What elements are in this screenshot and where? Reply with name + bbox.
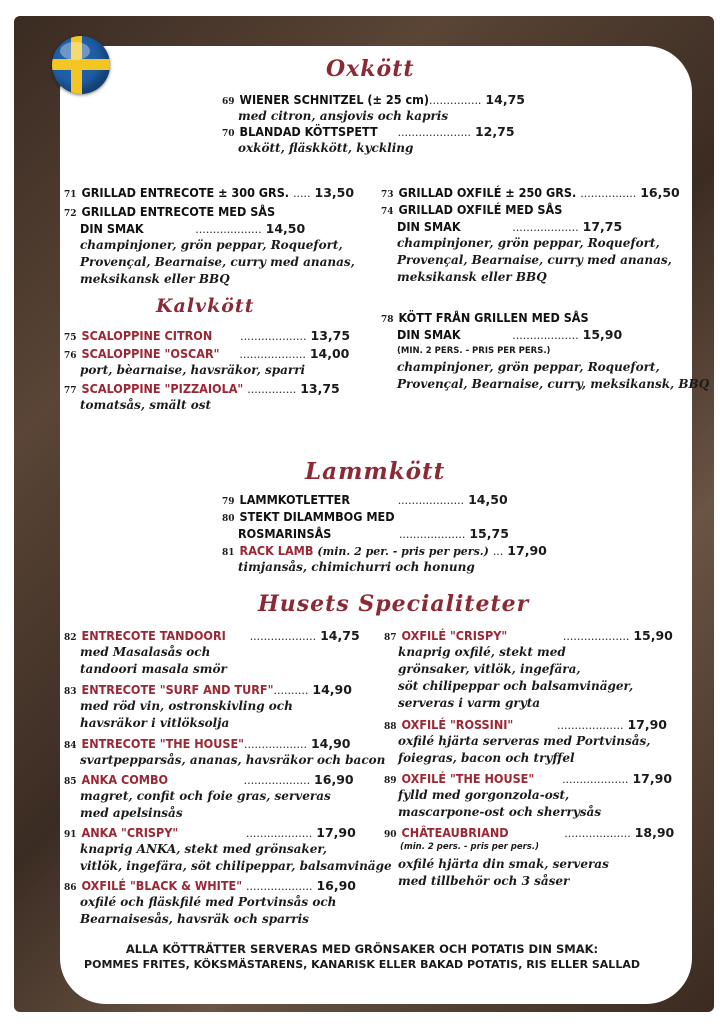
menu-item-82-desc-1: med Masalasås och: [80, 645, 211, 659]
menu-item-84-desc: svartpepparsås, ananas, havsräkor och bacon: [80, 753, 386, 767]
menu-item-82: 82 ENTRECOTE TANDOORI ................... 14,75: [64, 628, 360, 643]
menu-item-78: 78 KÖTT FRÅN GRILLEN MED SÅS: [381, 310, 589, 325]
menu-item-72-line2: DIN SMAK ................... 14,50: [80, 221, 306, 236]
menu-item-90-desc-2: med tillbehör och 3 såser: [398, 874, 570, 888]
menu-item-80-line2: ROSMARINSÅS ................... 15,75: [238, 526, 509, 541]
menu-item-69: 69 WIENER SCHNITZEL (± 25 cm)............... 14,75: [222, 92, 525, 107]
menu-item-76-desc: port, bèarnaise, havsräkor, sparri: [80, 363, 306, 377]
menu-item-74-desc-2: Provençal, Bearnaise, curry med ananas,: [397, 253, 672, 267]
menu-item-79: 79 LAMMKOTLETTER ................... 14,50: [222, 492, 508, 507]
menu-item-87: 87 OXFILÉ "CRISPY" ................... 15,90: [384, 628, 673, 643]
menu-item-72-desc-2: Provençal, Bearnaise, curry med ananas,: [80, 255, 355, 269]
menu-item-83-desc-1: med röd vin, ostronskivling och: [80, 699, 293, 713]
menu-item-83: 83 ENTRECOTE "SURF AND TURF".......... 14,90: [64, 682, 352, 697]
menu-item-90: 90 CHÂTEAUBRIAND ................... 18,90: [384, 825, 675, 840]
menu-item-89: 89 OXFILÉ "THE HOUSE" ................... 17,90: [384, 771, 673, 786]
menu-item-77: 77 SCALOPPINE "PIZZAIOLA" .............. 13,75: [64, 381, 340, 396]
menu-item-76: 76 SCALOPPINE "OSCAR" ................... 14,00: [64, 346, 350, 361]
menu-item-81: 81 RACK LAMB (min. 2 per. - pris per pers.) ... 17,90: [222, 543, 547, 558]
section-heading-lammkott: Lammkött: [305, 458, 446, 485]
footer-line-2: POMMES FRITES, KÖKSMÄSTARENS, KANARISK ELLER BAKAD POTATIS, RIS ELLER SALLAD: [84, 958, 640, 971]
menu-item-74-desc-3: meksikansk eller BBQ: [397, 270, 547, 284]
menu-item-70: 70 BLANDAD KÖTTSPETT ..................... 12,75: [222, 124, 515, 139]
menu-item-86-desc-2: Bearnaisesås, havsräk och sparris: [80, 912, 309, 926]
menu-item-72: 72 GRILLAD ENTRECOTE MED SÅS: [64, 204, 276, 219]
menu-item-74: 74 GRILLAD OXFILÉ MED SÅS: [381, 202, 563, 217]
menu-item-74-desc-1: champinjoner, grön peppar, Roquefort,: [397, 236, 660, 250]
menu-item-82-desc-2: tandoori masala smör: [80, 662, 227, 676]
menu-item-85: 85 ANKA COMBO ................... 16,90: [64, 772, 354, 787]
menu-item-78-desc-1: champinjoner, grön peppar, Roquefort,: [397, 360, 660, 374]
section-heading-kalvkott: Kalvkött: [156, 295, 255, 317]
menu-item-87-desc-4: serveras i varm gryta: [398, 696, 541, 710]
menu-item-69-desc: med citron, ansjovis och kapris: [238, 109, 449, 123]
menu-item-72-desc-3: meksikansk eller BBQ: [80, 272, 230, 286]
section-heading-oxkott: Oxkött: [326, 56, 415, 82]
menu-item-91: 91 ANKA "CRISPY" ................... 17,90: [64, 825, 356, 840]
menu-item-89-desc-2: mascarpone-ost och sherrysås: [398, 805, 602, 819]
menu-item-85-desc-2: med apelsinsås: [80, 806, 183, 820]
swedish-flag-icon: [52, 36, 110, 94]
menu-item-87-desc-1: knaprig oxfilé, stekt med: [398, 645, 566, 659]
menu-item-73: 73 GRILLAD OXFILÉ ± 250 GRS. ................ 16,50: [381, 185, 680, 200]
section-heading-husets: Husets Specialiteter: [258, 591, 530, 617]
menu-item-70-desc: oxkött, fläskkött, kyckling: [238, 141, 414, 155]
menu-item-75: 75 SCALOPPINE CITRON ................... 13,75: [64, 328, 351, 343]
menu-item-86-desc-1: oxfilé och fläskfilé med Portvinsås och: [80, 895, 337, 909]
menu-item-89-desc-1: fylld med gorgonzola-ost,: [398, 788, 570, 802]
menu-item-90-note: (min. 2 pers. - pris per pers.): [400, 842, 539, 852]
menu-item-83-desc-2: havsräkor i vitlöksolja: [80, 716, 230, 730]
menu-item-78-line2: DIN SMAK ................... 15,90: [397, 327, 623, 342]
menu-item-88-desc-2: foiegras, bacon och tryffel: [398, 751, 575, 765]
menu-item-85-desc-1: magret, confit och foie gras, serveras: [80, 789, 331, 803]
menu-item-78-desc-2: Provençal, Bearnaise, curry, meksikansk, BBQ: [397, 377, 710, 391]
menu-item-81-desc: timjansås, chimichurri och honung: [238, 560, 475, 574]
menu-item-90-desc-1: oxfilé hjärta din smak, serveras: [398, 857, 609, 871]
menu-item-87-desc-2: grönsaker, vitlök, ingefära,: [398, 662, 581, 676]
menu-item-78-note: (MIN. 2 PERS. - PRIS PER PERS.): [397, 346, 551, 356]
menu-item-77-desc: tomatsås, smält ost: [80, 398, 212, 412]
menu-item-91-desc-1: knaprig ANKA, stekt med grönsaker,: [80, 842, 327, 856]
menu-item-91-desc-2: vitlök, ingefära, söt chilipeppar, balsamvinäge: [80, 859, 392, 873]
menu-item-80: 80 STEKT DILAMMBOG MED: [222, 509, 395, 524]
menu-item-88: 88 OXFILÉ "ROSSINI" ................... 17,90: [384, 717, 667, 732]
menu-item-74-line2: DIN SMAK ................... 17,75: [397, 219, 623, 234]
menu-item-88-desc-1: oxfilé hjärta serveras med Portvinsås,: [398, 734, 651, 748]
menu-item-71: 71 GRILLAD ENTRECOTE ± 300 GRS. ..... 13,50: [64, 185, 355, 200]
menu-item-87-desc-3: söt chilipeppar och balsamvinäger,: [398, 679, 634, 693]
footer-line-1: ALLA KÖTTRÄTTER SERVERAS MED GRÖNSAKER OCH POTATIS DIN SMAK:: [125, 942, 599, 956]
menu-item-72-desc-1: champinjoner, grön peppar, Roquefort,: [80, 238, 343, 252]
menu-item-86: 86 OXFILÉ "BLACK & WHITE" ................... 16,90: [64, 878, 357, 893]
menu-item-84: 84 ENTRECOTE "THE HOUSE".................. 14,90: [64, 736, 351, 751]
